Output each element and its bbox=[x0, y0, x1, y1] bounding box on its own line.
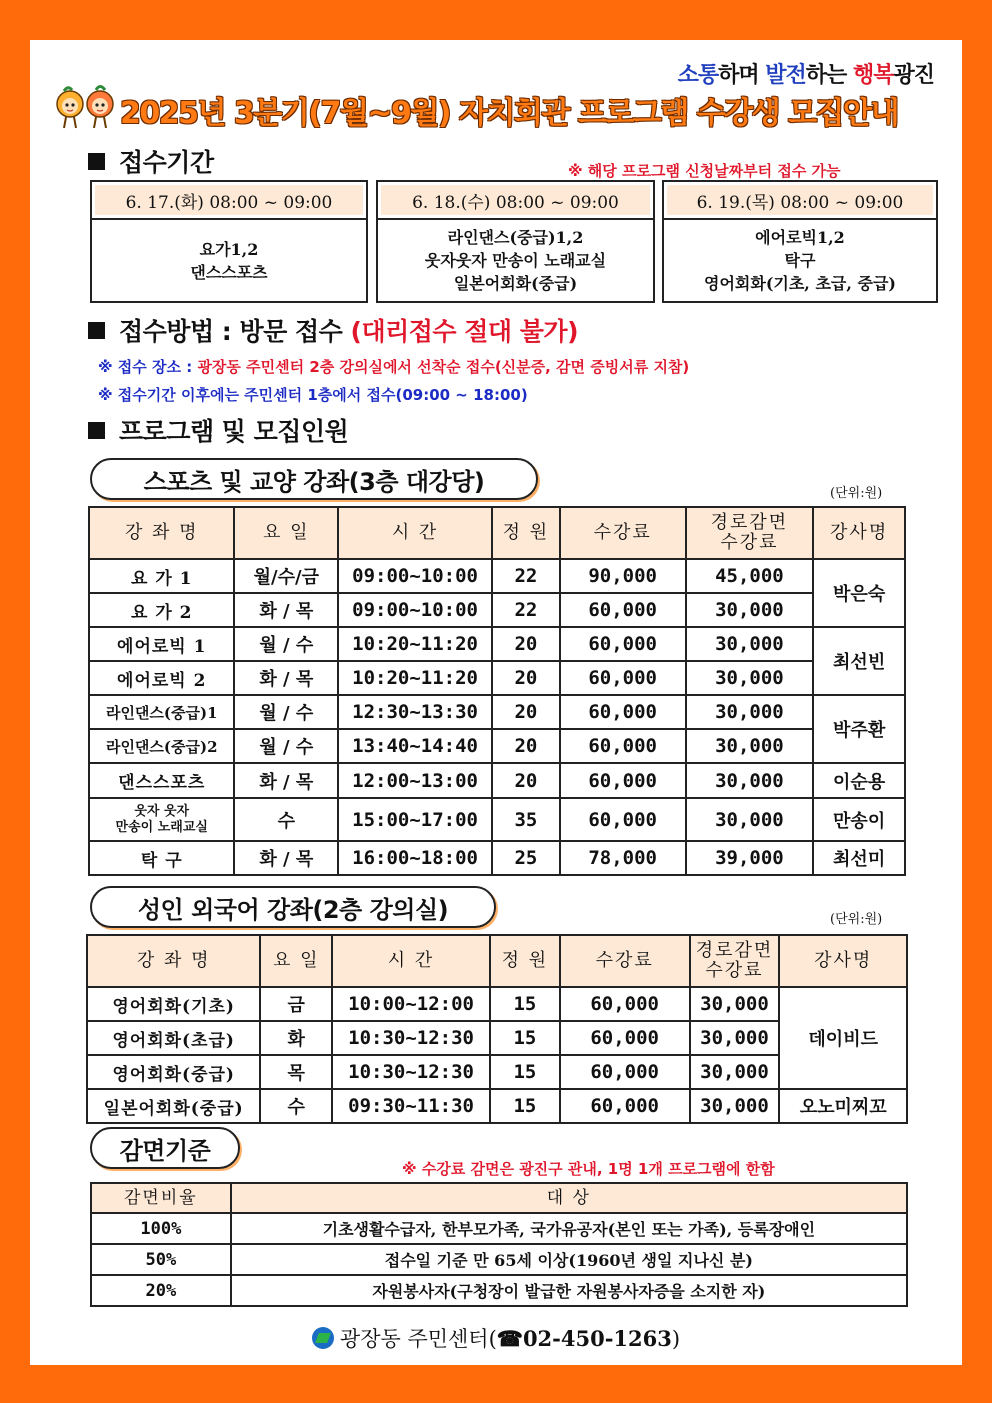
course-days: 월 / 수 bbox=[234, 695, 338, 729]
gwangjin-logo-icon bbox=[312, 1327, 334, 1349]
course-senior-fee: 45,000 bbox=[686, 559, 814, 593]
table-row bbox=[87, 987, 907, 1021]
course-senior-fee: 39,000 bbox=[686, 841, 814, 875]
course-fee: 60,000 bbox=[560, 1089, 690, 1123]
registration-program: 요가1,2 bbox=[199, 239, 259, 259]
course-name: 라인댄스(중급)2 bbox=[89, 729, 234, 763]
course-name: 탁 구 bbox=[89, 841, 234, 875]
course-time: 12:00~13:00 bbox=[338, 763, 492, 798]
registration-program: 댄스스포츠 bbox=[190, 262, 268, 282]
course-capacity: 20 bbox=[492, 729, 560, 763]
column-header: 수강료 bbox=[560, 507, 686, 559]
registration-program: 에어로빅1,2 bbox=[755, 228, 845, 247]
course-fee: 60,000 bbox=[560, 593, 686, 627]
course-days: 월 / 수 bbox=[234, 627, 338, 661]
programs-heading: 프로그램 및 모집인원 bbox=[88, 412, 348, 448]
registration-program: 영어회화(기초, 초급, 중급) bbox=[704, 274, 896, 293]
column-header: 강사명 bbox=[779, 935, 907, 987]
course-name: 라인댄스(중급)1 bbox=[89, 695, 234, 729]
course-time: 09:00~10:00 bbox=[338, 559, 492, 593]
course-days: 수 bbox=[260, 1089, 332, 1123]
course-time: 09:30~11:30 bbox=[332, 1089, 490, 1123]
course-fee: 78,000 bbox=[560, 841, 686, 875]
discount-table bbox=[90, 1182, 908, 1307]
course-capacity: 22 bbox=[492, 593, 560, 627]
course-name: 요 가 2 bbox=[89, 593, 234, 627]
course-senior-fee: 30,000 bbox=[686, 798, 814, 841]
discount-section-title: 감면기준 bbox=[90, 1127, 240, 1169]
course-days: 화 bbox=[260, 1021, 332, 1055]
slogan: 소통하며 발전하는 행복광진 bbox=[677, 63, 934, 88]
column-header: 요 일 bbox=[260, 935, 332, 987]
column-header: 시 간 bbox=[338, 507, 492, 559]
course-senior-fee: 30,000 bbox=[686, 593, 814, 627]
course-capacity: 15 bbox=[490, 1021, 560, 1055]
course-days: 화 / 목 bbox=[234, 661, 338, 695]
course-senior-fee: 30,000 bbox=[690, 1021, 780, 1055]
course-days: 금 bbox=[260, 987, 332, 1021]
column-header: 요 일 bbox=[234, 507, 338, 559]
footer-contact: 광장동 주민센터(☎02-450-1263) bbox=[30, 1323, 962, 1353]
course-name: 요 가 1 bbox=[89, 559, 234, 593]
course-time: 13:40~14:40 bbox=[338, 729, 492, 763]
instructor: 만송이 bbox=[813, 798, 905, 841]
course-senior-fee: 30,000 bbox=[686, 695, 814, 729]
course-capacity: 35 bbox=[492, 798, 560, 841]
square-bullet-icon bbox=[88, 322, 105, 339]
course-time: 09:00~10:00 bbox=[338, 593, 492, 627]
registration-box-2 bbox=[376, 180, 655, 303]
table-row bbox=[89, 763, 905, 798]
course-fee: 90,000 bbox=[560, 559, 686, 593]
column-header: 수강료 bbox=[560, 935, 690, 987]
course-name: 에어로빅 1 bbox=[89, 627, 234, 661]
table-row bbox=[91, 1275, 907, 1306]
course-senior-fee: 30,000 bbox=[690, 1089, 780, 1123]
table-row bbox=[89, 559, 905, 593]
registration-program: 탁구 bbox=[784, 251, 816, 270]
table-header-row bbox=[91, 1183, 907, 1213]
course-days: 수 bbox=[234, 798, 338, 841]
page-title: 2025년 3분기(7월~9월) 자치회관 프로그램 수강생 모집안내 bbox=[120, 96, 898, 131]
course-days: 화 / 목 bbox=[234, 593, 338, 627]
instructor: 이순용 bbox=[813, 763, 905, 798]
instructor: 오노미찌꼬 bbox=[779, 1089, 907, 1123]
course-fee: 60,000 bbox=[560, 729, 686, 763]
registration-note: ※ 해당 프로그램 신청날짜부터 접수 가능 bbox=[568, 162, 841, 180]
course-days: 월/수/금 bbox=[234, 559, 338, 593]
column-header: 경로감면 수강료 bbox=[690, 935, 780, 987]
discount-note: ※ 수강료 감면은 광진구 관내, 1명 1개 프로그램에 한함 bbox=[402, 1160, 775, 1178]
course-senior-fee: 30,000 bbox=[690, 987, 780, 1021]
instructor: 데이비드 bbox=[779, 987, 907, 1089]
course-days: 화 / 목 bbox=[234, 841, 338, 875]
course-days: 화 / 목 bbox=[234, 763, 338, 798]
table-row bbox=[91, 1244, 907, 1275]
course-capacity: 15 bbox=[490, 987, 560, 1021]
instructor: 최선빈 bbox=[813, 627, 905, 695]
course-capacity: 15 bbox=[490, 1055, 560, 1089]
language-section-title: 성인 외국어 강좌(2층 강의실) bbox=[90, 886, 496, 928]
course-name: 에어로빅 2 bbox=[89, 661, 234, 695]
course-senior-fee: 30,000 bbox=[686, 763, 814, 798]
registration-program: 웃자웃자 만송이 노래교실 bbox=[424, 251, 607, 270]
discount-rate: 50% bbox=[91, 1244, 231, 1275]
discount-target: 접수일 기준 만 65세 이상(1960년 생일 지나신 분) bbox=[231, 1244, 907, 1275]
table-row bbox=[89, 729, 905, 763]
course-senior-fee: 30,000 bbox=[686, 627, 814, 661]
registration-box-1 bbox=[90, 180, 368, 303]
method-heading: 접수방법 : 방문 접수 (대리접수 절대 불가) bbox=[88, 312, 578, 348]
column-header: 경로감면 수강료 bbox=[686, 507, 814, 559]
course-fee: 60,000 bbox=[560, 661, 686, 695]
language-unit: (단위:원) bbox=[830, 912, 883, 927]
course-time: 10:30~12:30 bbox=[332, 1021, 490, 1055]
course-name: 웃자 웃자 만송이 노래교실 bbox=[89, 798, 234, 841]
course-time: 10:00~12:00 bbox=[332, 987, 490, 1021]
registration-date: 6. 19.(목) 08:00 ~ 09:00 bbox=[664, 182, 936, 220]
table-row bbox=[89, 627, 905, 661]
discount-target: 기초생활수급자, 한부모가족, 국가유공자(본인 또는 가족), 등록장애인 bbox=[231, 1213, 907, 1244]
column-header: 정 원 bbox=[490, 935, 560, 987]
course-fee: 60,000 bbox=[560, 1021, 690, 1055]
discount-rate: 100% bbox=[91, 1213, 231, 1244]
registration-date: 6. 17.(화) 08:00 ~ 09:00 bbox=[92, 182, 366, 220]
registration-program: 라인댄스(중급)1,2 bbox=[447, 228, 584, 247]
column-header: 대 상 bbox=[231, 1183, 907, 1213]
table-row bbox=[89, 841, 905, 875]
course-name: 댄스스포츠 bbox=[89, 763, 234, 798]
square-bullet-icon bbox=[88, 153, 105, 170]
sports-unit: (단위:원) bbox=[830, 486, 883, 501]
column-header: 강사명 bbox=[813, 507, 905, 559]
discount-target: 자원봉사자(구청장이 발급한 자원봉사자증을 소지한 자) bbox=[231, 1275, 907, 1306]
table-row bbox=[91, 1213, 907, 1244]
registration-heading: 접수기간 bbox=[88, 143, 214, 179]
course-days: 월 / 수 bbox=[234, 729, 338, 763]
course-fee: 60,000 bbox=[560, 798, 686, 841]
registration-program: 일본어회화(중급) bbox=[453, 274, 578, 293]
course-fee: 60,000 bbox=[560, 1055, 690, 1089]
column-header: 감면비율 bbox=[91, 1183, 231, 1213]
method-note-location: ※ 접수 장소 : 광장동 주민센터 2층 강의실에서 선착순 접수(신분증, 감면 증빙서류 지참) bbox=[98, 358, 690, 376]
mascot-icon bbox=[52, 82, 124, 130]
column-header: 정 원 bbox=[492, 507, 560, 559]
column-header: 시 간 bbox=[332, 935, 490, 987]
square-bullet-icon bbox=[88, 422, 105, 439]
course-time: 12:30~13:30 bbox=[338, 695, 492, 729]
course-capacity: 25 bbox=[492, 841, 560, 875]
course-time: 10:20~11:20 bbox=[338, 661, 492, 695]
course-fee: 60,000 bbox=[560, 695, 686, 729]
sports-section-title: 스포츠 및 교양 강좌(3층 대강당) bbox=[90, 458, 538, 500]
course-capacity: 15 bbox=[490, 1089, 560, 1123]
table-header-row bbox=[89, 507, 905, 559]
table-row bbox=[87, 1089, 907, 1123]
course-time: 16:00~18:00 bbox=[338, 841, 492, 875]
course-capacity: 20 bbox=[492, 695, 560, 729]
course-capacity: 20 bbox=[492, 661, 560, 695]
course-senior-fee: 30,000 bbox=[686, 729, 814, 763]
course-fee: 60,000 bbox=[560, 763, 686, 798]
course-capacity: 20 bbox=[492, 627, 560, 661]
table-row bbox=[89, 798, 905, 841]
course-senior-fee: 30,000 bbox=[690, 1055, 780, 1089]
language-table bbox=[86, 934, 908, 1124]
course-senior-fee: 30,000 bbox=[686, 661, 814, 695]
table-row bbox=[89, 593, 905, 627]
course-fee: 60,000 bbox=[560, 627, 686, 661]
course-time: 15:00~17:00 bbox=[338, 798, 492, 841]
course-capacity: 22 bbox=[492, 559, 560, 593]
phone-number: ☎02-450-1263 bbox=[496, 1326, 672, 1351]
table-header-row bbox=[87, 935, 907, 987]
course-capacity: 20 bbox=[492, 763, 560, 798]
course-name: 영어회화(초급) bbox=[87, 1021, 260, 1055]
course-name: 영어회화(중급) bbox=[87, 1055, 260, 1089]
instructor: 박은숙 bbox=[813, 559, 905, 627]
instructor: 박주환 bbox=[813, 695, 905, 763]
instructor: 최선미 bbox=[813, 841, 905, 875]
table-row bbox=[89, 695, 905, 729]
registration-date: 6. 18.(수) 08:00 ~ 09:00 bbox=[378, 182, 653, 220]
column-header: 강 좌 명 bbox=[87, 935, 260, 987]
course-days: 목 bbox=[260, 1055, 332, 1089]
course-fee: 60,000 bbox=[560, 987, 690, 1021]
notice-page bbox=[30, 40, 962, 1365]
column-header: 강 좌 명 bbox=[89, 507, 234, 559]
sports-table bbox=[88, 506, 906, 876]
course-time: 10:20~11:20 bbox=[338, 627, 492, 661]
course-name: 영어회화(기초) bbox=[87, 987, 260, 1021]
course-name: 일본어회화(중급) bbox=[87, 1089, 260, 1123]
registration-box-3 bbox=[662, 180, 938, 303]
discount-rate: 20% bbox=[91, 1275, 231, 1306]
method-note-after: ※ 접수기간 이후에는 주민센터 1층에서 접수(09:00 ~ 18:00) bbox=[98, 386, 528, 404]
course-time: 10:30~12:30 bbox=[332, 1055, 490, 1089]
table-row bbox=[89, 661, 905, 695]
